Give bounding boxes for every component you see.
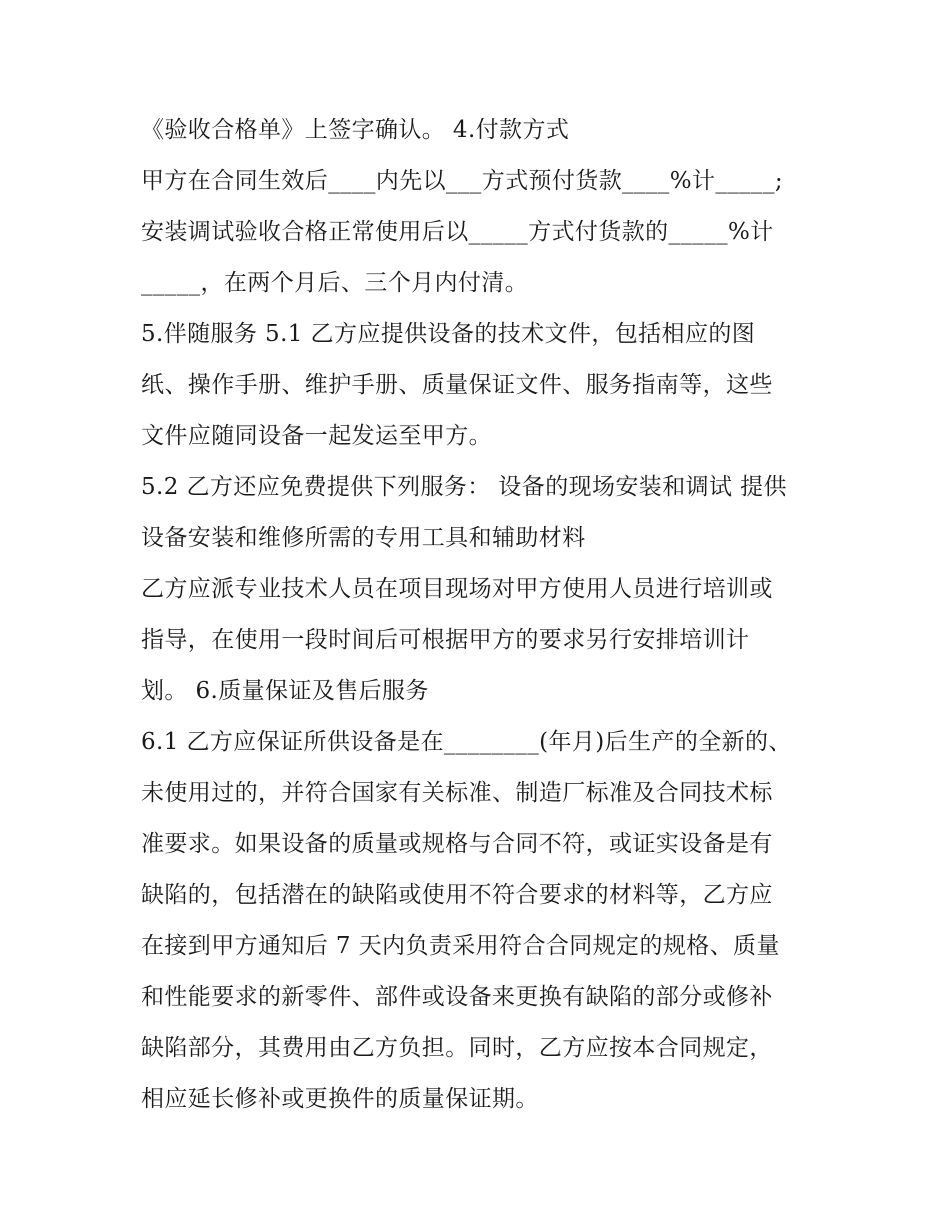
text-line: 6.1 乙方应保证所供设备是在________(年月)后生产的全新的、 <box>141 729 792 755</box>
text-line: 未使用过的，并符合国家有关标准、制造厂标准及合同技术标 <box>141 780 773 806</box>
text-line: 《验收合格单》上签字确认。 4.付款方式 <box>141 117 570 143</box>
text-line: _____，在两个月后、三个月内付清。 <box>141 270 529 296</box>
text-line: 准要求。如果设备的质量或规格与合同不符，或证实设备是有 <box>141 831 773 857</box>
text-line: 安装调试验收合格正常使用后以_____方式付货款的_____%计 <box>141 219 774 245</box>
text-line: 文件应随同设备一起发运至甲方。 <box>141 423 492 449</box>
text-line: 纸、操作手册、维护手册、质量保证文件、服务指南等，这些 <box>141 372 773 398</box>
text-line: 在接到甲方通知后 7 天内负责采用符合合同规定的规格、质量 <box>141 933 780 959</box>
text-line: 缺陷部分，其费用由乙方负担。同时，乙方应按本合同规定， <box>141 1035 773 1061</box>
text-line: 甲方在合同生效后____内先以___方式预付货款____%计_____; <box>141 168 784 194</box>
text-line: 5.2 乙方还应免费提供下列服务： 设备的现场安装和调试 提供 <box>141 474 787 500</box>
text-line: 乙方应派专业技术人员在项目现场对甲方使用人员进行培训或 <box>141 576 773 602</box>
text-line: 和性能要求的新零件、部件或设备来更换有缺陷的部分或修补 <box>141 984 773 1010</box>
text-line: 缺陷的，包括潜在的缺陷或使用不符合要求的材料等，乙方应 <box>141 882 773 908</box>
text-line: 相应延长修补或更换件的质量保证期。 <box>141 1086 539 1112</box>
text-line: 5.伴随服务 5.1 乙方应提供设备的技术文件，包括相应的图 <box>141 321 756 347</box>
text-line: 指导，在使用一段时间后可根据甲方的要求另行安排培训计 <box>141 627 750 653</box>
text-line: 划。 6.质量保证及售后服务 <box>141 678 429 704</box>
contract-text-block <box>141 110 821 1130</box>
text-line: 设备安装和维修所需的专用工具和辅助材料 <box>141 525 586 551</box>
